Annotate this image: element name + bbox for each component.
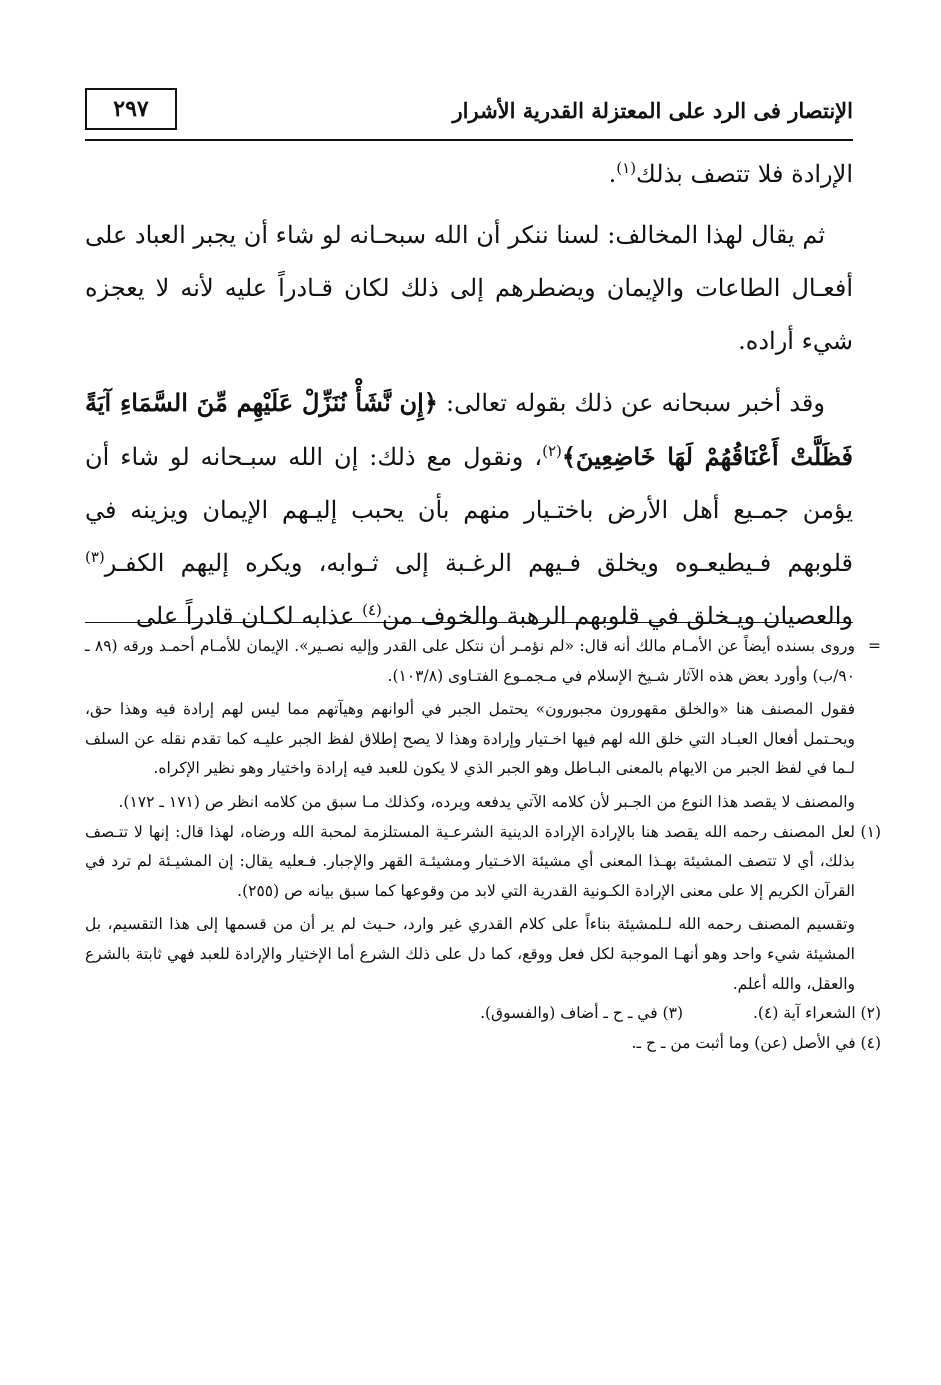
footnote-2: (٢) الشعراء آية (٤). bbox=[753, 1004, 881, 1023]
footnote-ref-3: (٣) bbox=[85, 548, 105, 566]
paragraph-3-text-b: والعصيان ويـخلق في قلوبهم الرهبة والخوف من bbox=[381, 602, 853, 630]
footnote-ref-1: (١) bbox=[616, 159, 637, 177]
paragraph-3 bbox=[85, 376, 853, 643]
footnote-1-text-b: وتقسيم المصنف رحمه الله لـلمشيئة بناءاً على كلام القدري غير وارد، حـيث لم ير أن من قسمها إلى هذا التقسيم، بل المشيئة شيء واحد وهو أنهـا الموجبة لكل فعل ووقع، كما دل على ذلك الشرع أما الإختيار والإرادة للعبد فهي ثابتة بالشرع والعقل، والله أعلم. bbox=[85, 915, 855, 993]
running-title: الإنتصار فى الرد على المعتزلة القدرية الأشرار bbox=[452, 98, 853, 123]
footnote-1 bbox=[85, 818, 881, 1000]
footnote-3: (٣) في ـ ح ـ أضاف (والفسوق). bbox=[480, 1004, 683, 1023]
footnote-continued-3: والمصنف لا يقصد هذا النوع من الجـبر لأن كلامه الآتي يدفعه ويرده، وكذلك مـا سبق من كلامه انظر ص (١٧١ ـ ١٧٢). bbox=[118, 792, 855, 811]
page-header bbox=[85, 88, 853, 140]
main-text bbox=[85, 148, 853, 643]
footnote-ref-4: (٤) bbox=[362, 601, 382, 619]
continuation-marker: = bbox=[868, 637, 881, 655]
footnote-rule bbox=[85, 622, 853, 623]
page-number-box bbox=[85, 88, 177, 130]
paragraph-1-end: . bbox=[608, 160, 617, 188]
header-rule bbox=[85, 139, 853, 141]
paragraph-3-text-c: عذابه لكـان قادراً على bbox=[135, 602, 363, 630]
footnote-continued-2: فقول المصنف هنا «والخلق مقهورون مجبورون» يحتمل الجبر في ألوانهم وهيآتهم مما ليس لهم إرادة فيه وهذا حق، ويحـتمل أفعال العبـاد التي خلق الله لهم فيها اخـتيار وإرادة وهذا لا يصح إطلاق لفظ الجبر عليـه كما تقدم نقله عن السلف لـما في لفظ الجبر من الايهام بالمعنى البـاطل وهو الجبر الذي لا يكون للعبد فيه إرادة واختيار وهو نظير الإكراه. bbox=[85, 700, 855, 778]
footnote-4: (٤) في الأصل (عن) وما أثبت من ـ ح ـ. bbox=[631, 1033, 881, 1052]
paragraph-1-text: الإرادة فلا تتصف بذلك bbox=[636, 160, 853, 188]
footnote-1-text-a: لعل المصنف رحمه الله يقصد هنا بالإرادة الإرادة الدينية الشرعـية المستلزمة لمحبة الله ورضاه، لهذا قال: إنها لا تتـصف بذلك، أي لا تتصف المشيئة بهـذا المعنى أي مشيئة الاخـتيار ومشيئـة القهر والإجبار. فـعليه يقال: إن المشيـئة لم ترد في القرآن الكريم إلا على معنى الإرادة الكـونية القدرية التي لابد من وقوعها كما سبق بيانه ص (٢٥٥). bbox=[85, 822, 855, 900]
footnotes bbox=[85, 632, 881, 1058]
footnote-ref-2: (٢) bbox=[542, 442, 562, 460]
footnote-continued bbox=[85, 632, 881, 818]
page-number: ٢٩٧ bbox=[113, 96, 149, 122]
paragraph-3-intro: وقد أخبر سبحانه عن ذلك بقوله تعالى: bbox=[446, 389, 825, 417]
paragraph-3-text-a: ، ونقول مع ذلك: إن الله سبـحانه لو شاء أن يؤمن جمـيع أهل الأرض باختـيار منهم بأن يحبب إليـهم الإيمان ويزينه في قلوبهم فـيطيعـوه ويخلق فـيهم الرغـبة إلى ثـوابه، ويكره إليهم الكفـر bbox=[85, 443, 853, 577]
footnote-1-marker: (١) bbox=[860, 822, 881, 841]
paragraph-2: ثم يقال لهذا المخالف: لسنا ننكر أن الله سبحـانه لو شاء أن يجبر العباد على أفعـال الطاعات والإيمان ويضطرهم إلى ذلك لكان قـادراً عليه لأنه لا يعجزه شيء أراده. bbox=[85, 221, 853, 355]
quran-verse: ﴿إِن نَّشَأْ نُنَزِّلْ عَلَيْهِم مِّنَ السَّمَاءِ آيَةً فَظَلَّتْ أَعْنَاقُهُمْ لَهَا خَاضِعِينَ﴾ bbox=[85, 388, 853, 471]
footnote-continued-1: وروى بسنده أيضاً عن الأمـام مالك أنه قال: «لم نؤمـر أن نتكل على القدر وإليه نصـير». الإيمان للأمـام أحمـد ورقه (٨٩ ـ ٩٠/ب) وأورد بعض هذه الآثار شـيخ الإسلام في مـجمـوع الفتـاوى (١٠٣/٨). bbox=[85, 637, 855, 685]
footnotes-2-3 bbox=[85, 999, 881, 1029]
paragraph-1 bbox=[85, 148, 853, 201]
